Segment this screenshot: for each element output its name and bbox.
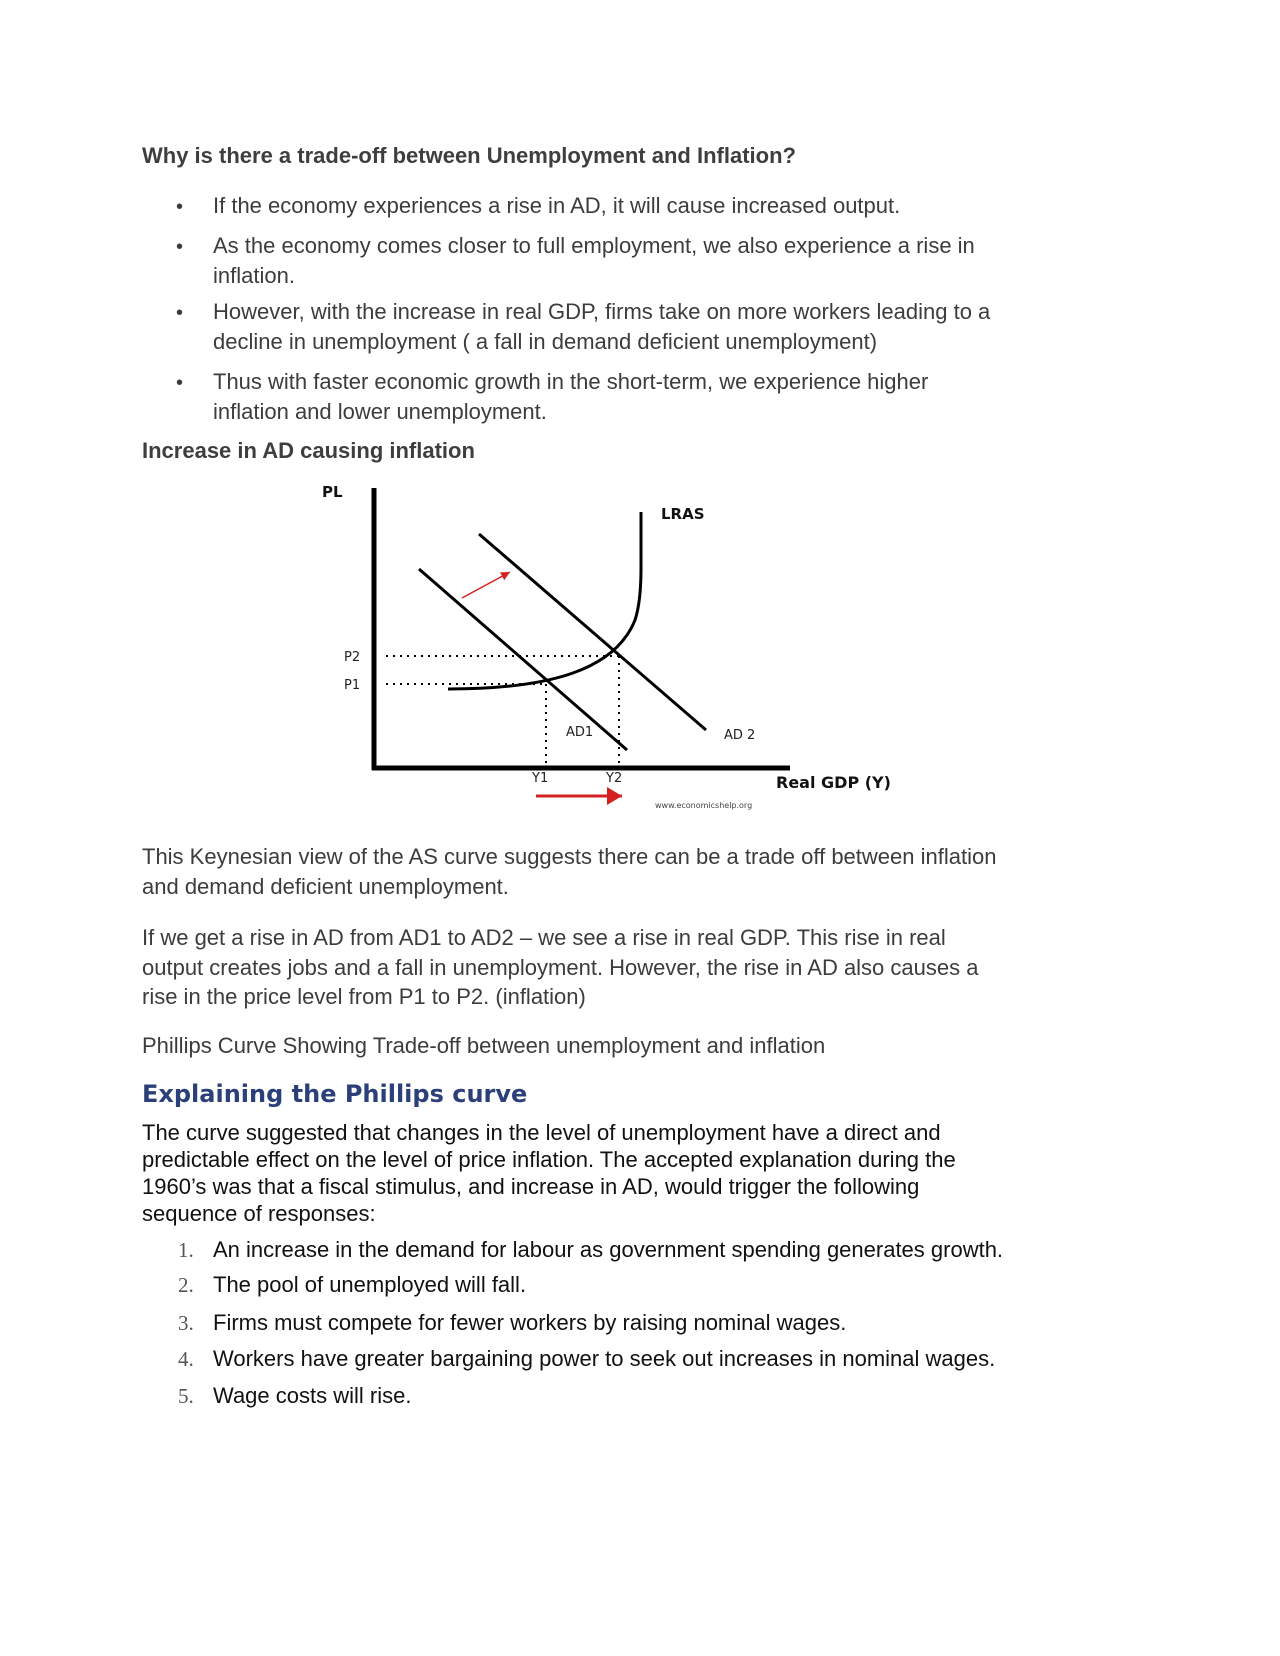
list-number: 2. <box>178 1273 194 1297</box>
p2-label: P2 <box>344 650 361 665</box>
list-number: 3. <box>178 1311 194 1335</box>
phillips-explanation: The curve suggested that changes in the level of unemployment have a direct and predictable effect on the level of price inflation. The accepted explanation during the 1960’s was that a fiscal stimulus, and increase in AD, would trigger the following sequence of responses: <box>142 1120 956 1226</box>
bullet-item: Thus with faster economic growth in the short-term, we experience higher inflation and lower unemployment. <box>213 369 929 424</box>
bullet-marker: • <box>176 196 184 218</box>
source-credit: www.economicshelp.org <box>655 801 753 810</box>
diagram-heading: Increase in AD causing inflation <box>142 438 475 463</box>
list-number: 1. <box>178 1238 194 1262</box>
list-number: 4. <box>178 1347 194 1371</box>
bullet-marker: • <box>176 302 184 324</box>
page-heading: Why is there a trade-off between Unemployment and Inflation? <box>142 143 796 168</box>
p1-label: P1 <box>344 678 361 693</box>
bullet-item: As the economy comes closer to full employment, we also experience a rise in inflation. <box>213 233 975 288</box>
bullet-marker: • <box>176 236 184 258</box>
list-item: An increase in the demand for labour as government spending generates growth. <box>213 1237 1004 1262</box>
x-axis-label: Real GDP (Y) <box>776 773 891 792</box>
ad-as-diagram <box>300 470 920 830</box>
y-axis-label: PL <box>322 483 343 501</box>
y2-label: Y2 <box>606 771 623 786</box>
list-item: The pool of unemployed will fall. <box>213 1272 527 1297</box>
ad-shift-arrow <box>462 572 510 598</box>
phillips-caption: Phillips Curve Showing Trade-off between unemployment and inflation <box>142 1033 826 1058</box>
ad1-label: AD1 <box>566 725 594 740</box>
lras-curve <box>448 512 641 689</box>
lras-label: LRAS <box>661 505 705 523</box>
ad1-curve <box>419 569 627 750</box>
y1-label: Y1 <box>532 771 549 786</box>
list-number: 5. <box>178 1384 194 1408</box>
ad2-curve <box>479 534 706 730</box>
section-title: Explaining the Phillips curve <box>142 1080 528 1108</box>
list-item: Firms must compete for fewer workers by raising nominal wages. <box>213 1310 847 1335</box>
bullet-item: If the economy experiences a rise in AD, it will cause increased output. <box>213 193 901 218</box>
bullet-marker: • <box>176 372 184 394</box>
ad-rise-paragraph: If we get a rise in AD from AD1 to AD2 – we see a rise in real GDP. This rise in real output creates jobs and a fall in unemployment. However, the rise in AD also causes a rise in the price level from P1 to P2. (inflation) <box>142 925 979 1009</box>
bullet-item: However, with the increase in real GDP, firms take on more workers leading to a decline in unemployment ( a fall in demand deficient unemployment) <box>213 299 991 354</box>
keynesian-paragraph: This Keynesian view of the AS curve suggests there can be a trade off between inflation and demand deficient unemployment. <box>142 844 997 899</box>
ad2-label: AD 2 <box>724 728 756 743</box>
list-item: Wage costs will rise. <box>213 1383 412 1408</box>
list-item: Workers have greater bargaining power to seek out increases in nominal wages. <box>213 1346 996 1371</box>
